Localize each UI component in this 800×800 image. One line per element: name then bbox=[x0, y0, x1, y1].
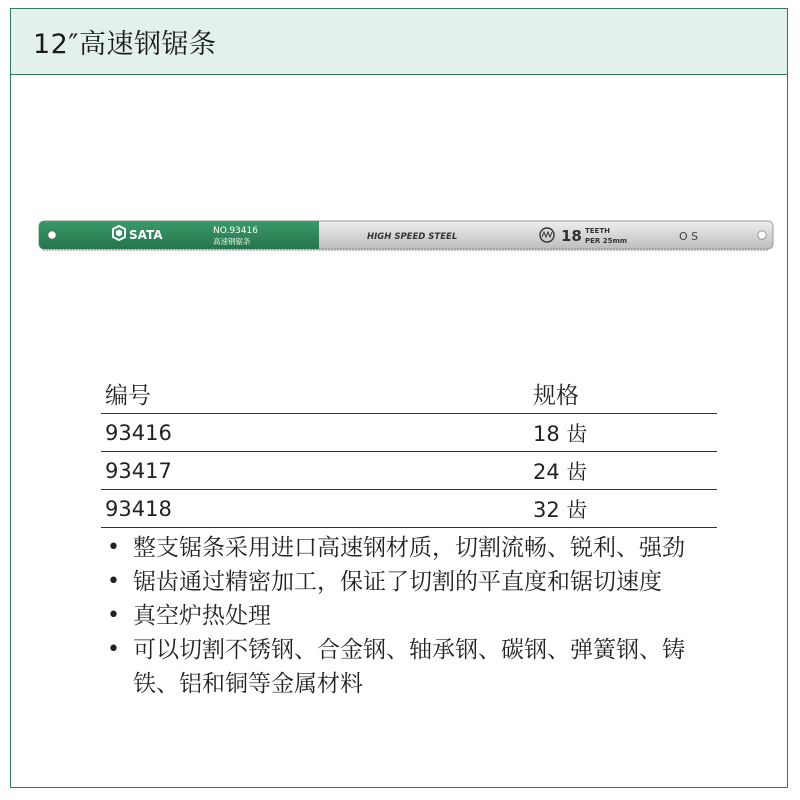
bullet-icon: • bbox=[107, 637, 120, 662]
feature-text: 整支锯条采用进口高速钢材质，切割流畅、锐利、强劲 bbox=[133, 535, 685, 561]
feature-list bbox=[103, 531, 723, 701]
blade-hole-left bbox=[48, 231, 56, 239]
blade-teeth-count: 18 bbox=[561, 227, 582, 245]
blade-model-no: NO.93416 bbox=[213, 226, 258, 236]
product-title: 12″高速钢锯条 bbox=[33, 29, 217, 60]
cell-number: 93418 bbox=[101, 490, 529, 528]
column-header-spec: 规格 bbox=[529, 373, 717, 414]
spec-table bbox=[101, 373, 717, 528]
list-item bbox=[103, 599, 723, 633]
cell-number: 93416 bbox=[101, 414, 529, 452]
bullet-icon: • bbox=[107, 535, 120, 560]
table-row bbox=[101, 490, 717, 528]
blade-model-name: 高速钢锯条 bbox=[213, 237, 251, 246]
blade-teeth-label-1: TEETH bbox=[585, 227, 610, 235]
saw-blade-graphic bbox=[37, 213, 775, 257]
table-header-row bbox=[101, 373, 717, 414]
blade-code: O S bbox=[679, 230, 699, 243]
blade-green-band bbox=[39, 221, 319, 249]
feature-text: 可以切割不锈钢、合金钢、轴承钢、碳钢、弹簧钢、铸铁、铝和铜等金属材料 bbox=[133, 637, 685, 697]
product-card bbox=[10, 8, 788, 788]
cell-spec: 18 齿 bbox=[529, 414, 717, 452]
cell-number: 93417 bbox=[101, 452, 529, 490]
feature-text: 锯齿通过精密加工，保证了切割的平直度和锯切速度 bbox=[133, 569, 662, 595]
list-item bbox=[103, 565, 723, 599]
blade-hole-right bbox=[758, 231, 766, 239]
table-row bbox=[101, 414, 717, 452]
feature-text: 真空炉热处理 bbox=[133, 603, 271, 629]
saw-blade-image bbox=[37, 213, 775, 257]
column-header-number: 编号 bbox=[101, 373, 529, 414]
blade-teeth-label-2: PER 25mm bbox=[585, 237, 628, 245]
list-item bbox=[103, 531, 723, 565]
cell-spec: 32 齿 bbox=[529, 490, 717, 528]
bullet-icon: • bbox=[107, 603, 120, 628]
list-item bbox=[103, 633, 723, 701]
bullet-icon: • bbox=[107, 569, 120, 594]
cell-spec: 24 齿 bbox=[529, 452, 717, 490]
blade-brand: SATA bbox=[129, 228, 163, 242]
table-row bbox=[101, 452, 717, 490]
blade-material-text: HIGH SPEED STEEL bbox=[367, 232, 458, 242]
card-header bbox=[11, 9, 787, 75]
